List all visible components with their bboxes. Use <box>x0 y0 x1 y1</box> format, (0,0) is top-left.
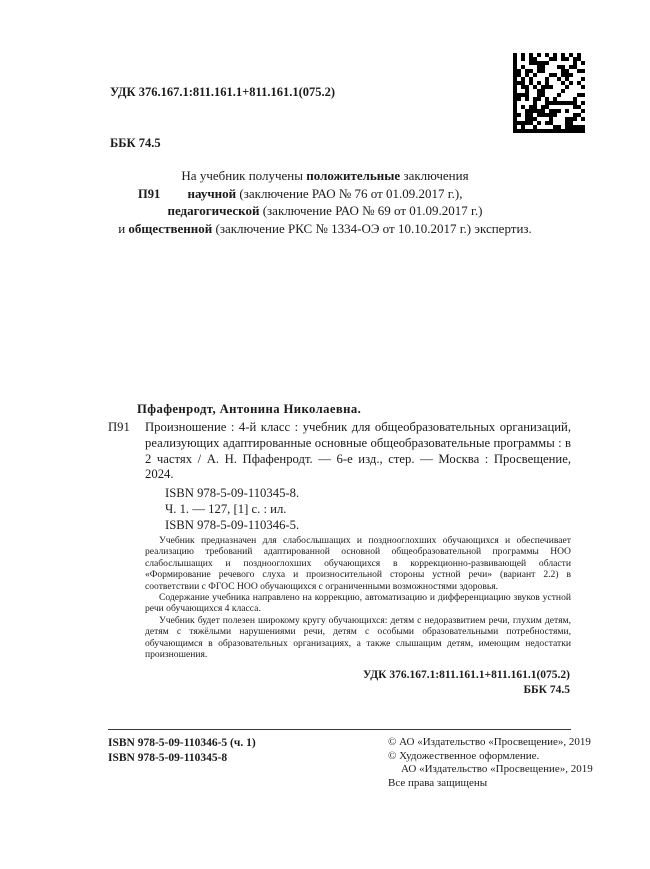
udk-top: УДК 376.167.1:811.161.1+811.161.1(075.2) <box>110 85 336 99</box>
expertise-line-4 <box>0 220 650 238</box>
isbn-part1: ISBN 978-5-09-110346-5. <box>165 518 300 532</box>
footer-isbn-1: ISBN 978-5-09-110346-5 (ч. 1) <box>108 737 256 749</box>
copyright-line-1: © АО «Издательство «Просвещение», 2019 <box>388 736 591 748</box>
expertise-line-3 <box>0 202 650 220</box>
biblio-author: Пфафенродт, Антонина Николаевна. <box>137 402 362 416</box>
expertise-bold: положительные <box>306 168 401 183</box>
copyright-line-3: АО «Издательство «Просвещение», 2019 <box>401 763 593 775</box>
annotation-paragraph-3: Учебник будет полезен широкому кругу обучающихся: детям с недоразвитием речи, глухим детям, детям с тяжёлыми нарушениями речи, детям с особыми образовательными потребностями, обучающимся в образовательных организациях, а также слышащим детям, имеющим недостатки произношения. <box>145 614 571 661</box>
bbk-bottom: ББК 74.5 <box>523 683 570 696</box>
expertise-bold: научной <box>187 185 237 201</box>
author-code-top: П91 <box>138 187 161 201</box>
bbk-top: ББК 74.5 <box>110 136 161 150</box>
expertise-line-2 <box>0 185 650 203</box>
biblio-description: Произношение : 4-й класс : учебник для общеобразовательных организаций, реализующих адаптированные основные общеобразовательные программы : в 2 частях / А. Н. Пфафенродт. — 6-е изд., стер. — Москва : Просвещение, 2024. <box>145 420 571 482</box>
expertise-text: заключения <box>400 168 469 183</box>
footer-isbn-block <box>108 736 256 766</box>
expertise-text: (заключение РАО № 76 от 01.09.2017 г.), <box>236 185 463 201</box>
annotation-paragraph-1: Учебник предназначен для слабослышащих и позднооглохших обучающихся и обеспечивает реализацию требований адаптированной основной общеобразовательной программы НОО слабослышащих и позднооглохших обучающихся в коррекционно-развивающей области «Формирование речевого слуха и произносительной стороны устной речи» (вариант 2.2) в соответствии с ФГОС НОО обучающихся с ограниченными возможностями здоровья. <box>145 535 571 592</box>
part-info: Ч. 1. — 127, [1] с. : ил. <box>165 502 287 516</box>
copyright-line-2: © Художественное оформление. <box>388 749 540 762</box>
expertise-text: (заключение РАО № 69 от 01.09.2017 г.) <box>259 203 483 218</box>
biblio-code: П91 <box>108 420 130 434</box>
expertise-text: и <box>118 220 129 236</box>
expertise-bold: педагогической <box>167 203 260 218</box>
annotation-paragraph-2: Содержание учебника направлено на коррекцию, автоматизацию и дифференциацию звуков устной речи обучающихся 4 класса. <box>145 592 571 615</box>
footer-isbn-2: ISBN 978-5-09-110345-8 <box>108 752 228 764</box>
biblio-isbn-block <box>165 485 299 533</box>
expertise-bold: общественной <box>128 220 213 236</box>
annotation-block <box>145 535 571 660</box>
bottom-classification-codes <box>363 668 570 697</box>
expertise-text: На учебник получены <box>181 168 307 183</box>
footer-divider <box>108 729 571 730</box>
footer-copyright-block <box>388 736 593 790</box>
udk-bottom: УДК 376.167.1:811.161.1+811.161.1(075.2) <box>362 669 570 681</box>
qr-code <box>513 53 585 133</box>
expertise-text: (заключение РКС № 1334-ОЭ от 10.10.2017 г.) экспертиз. <box>212 220 532 236</box>
expertise-line-1 <box>0 167 650 185</box>
copyright-line-4: Все права защищены <box>388 776 488 789</box>
expertise-block <box>0 167 650 237</box>
isbn-part2: ISBN 978-5-09-110345-8. <box>165 486 300 500</box>
